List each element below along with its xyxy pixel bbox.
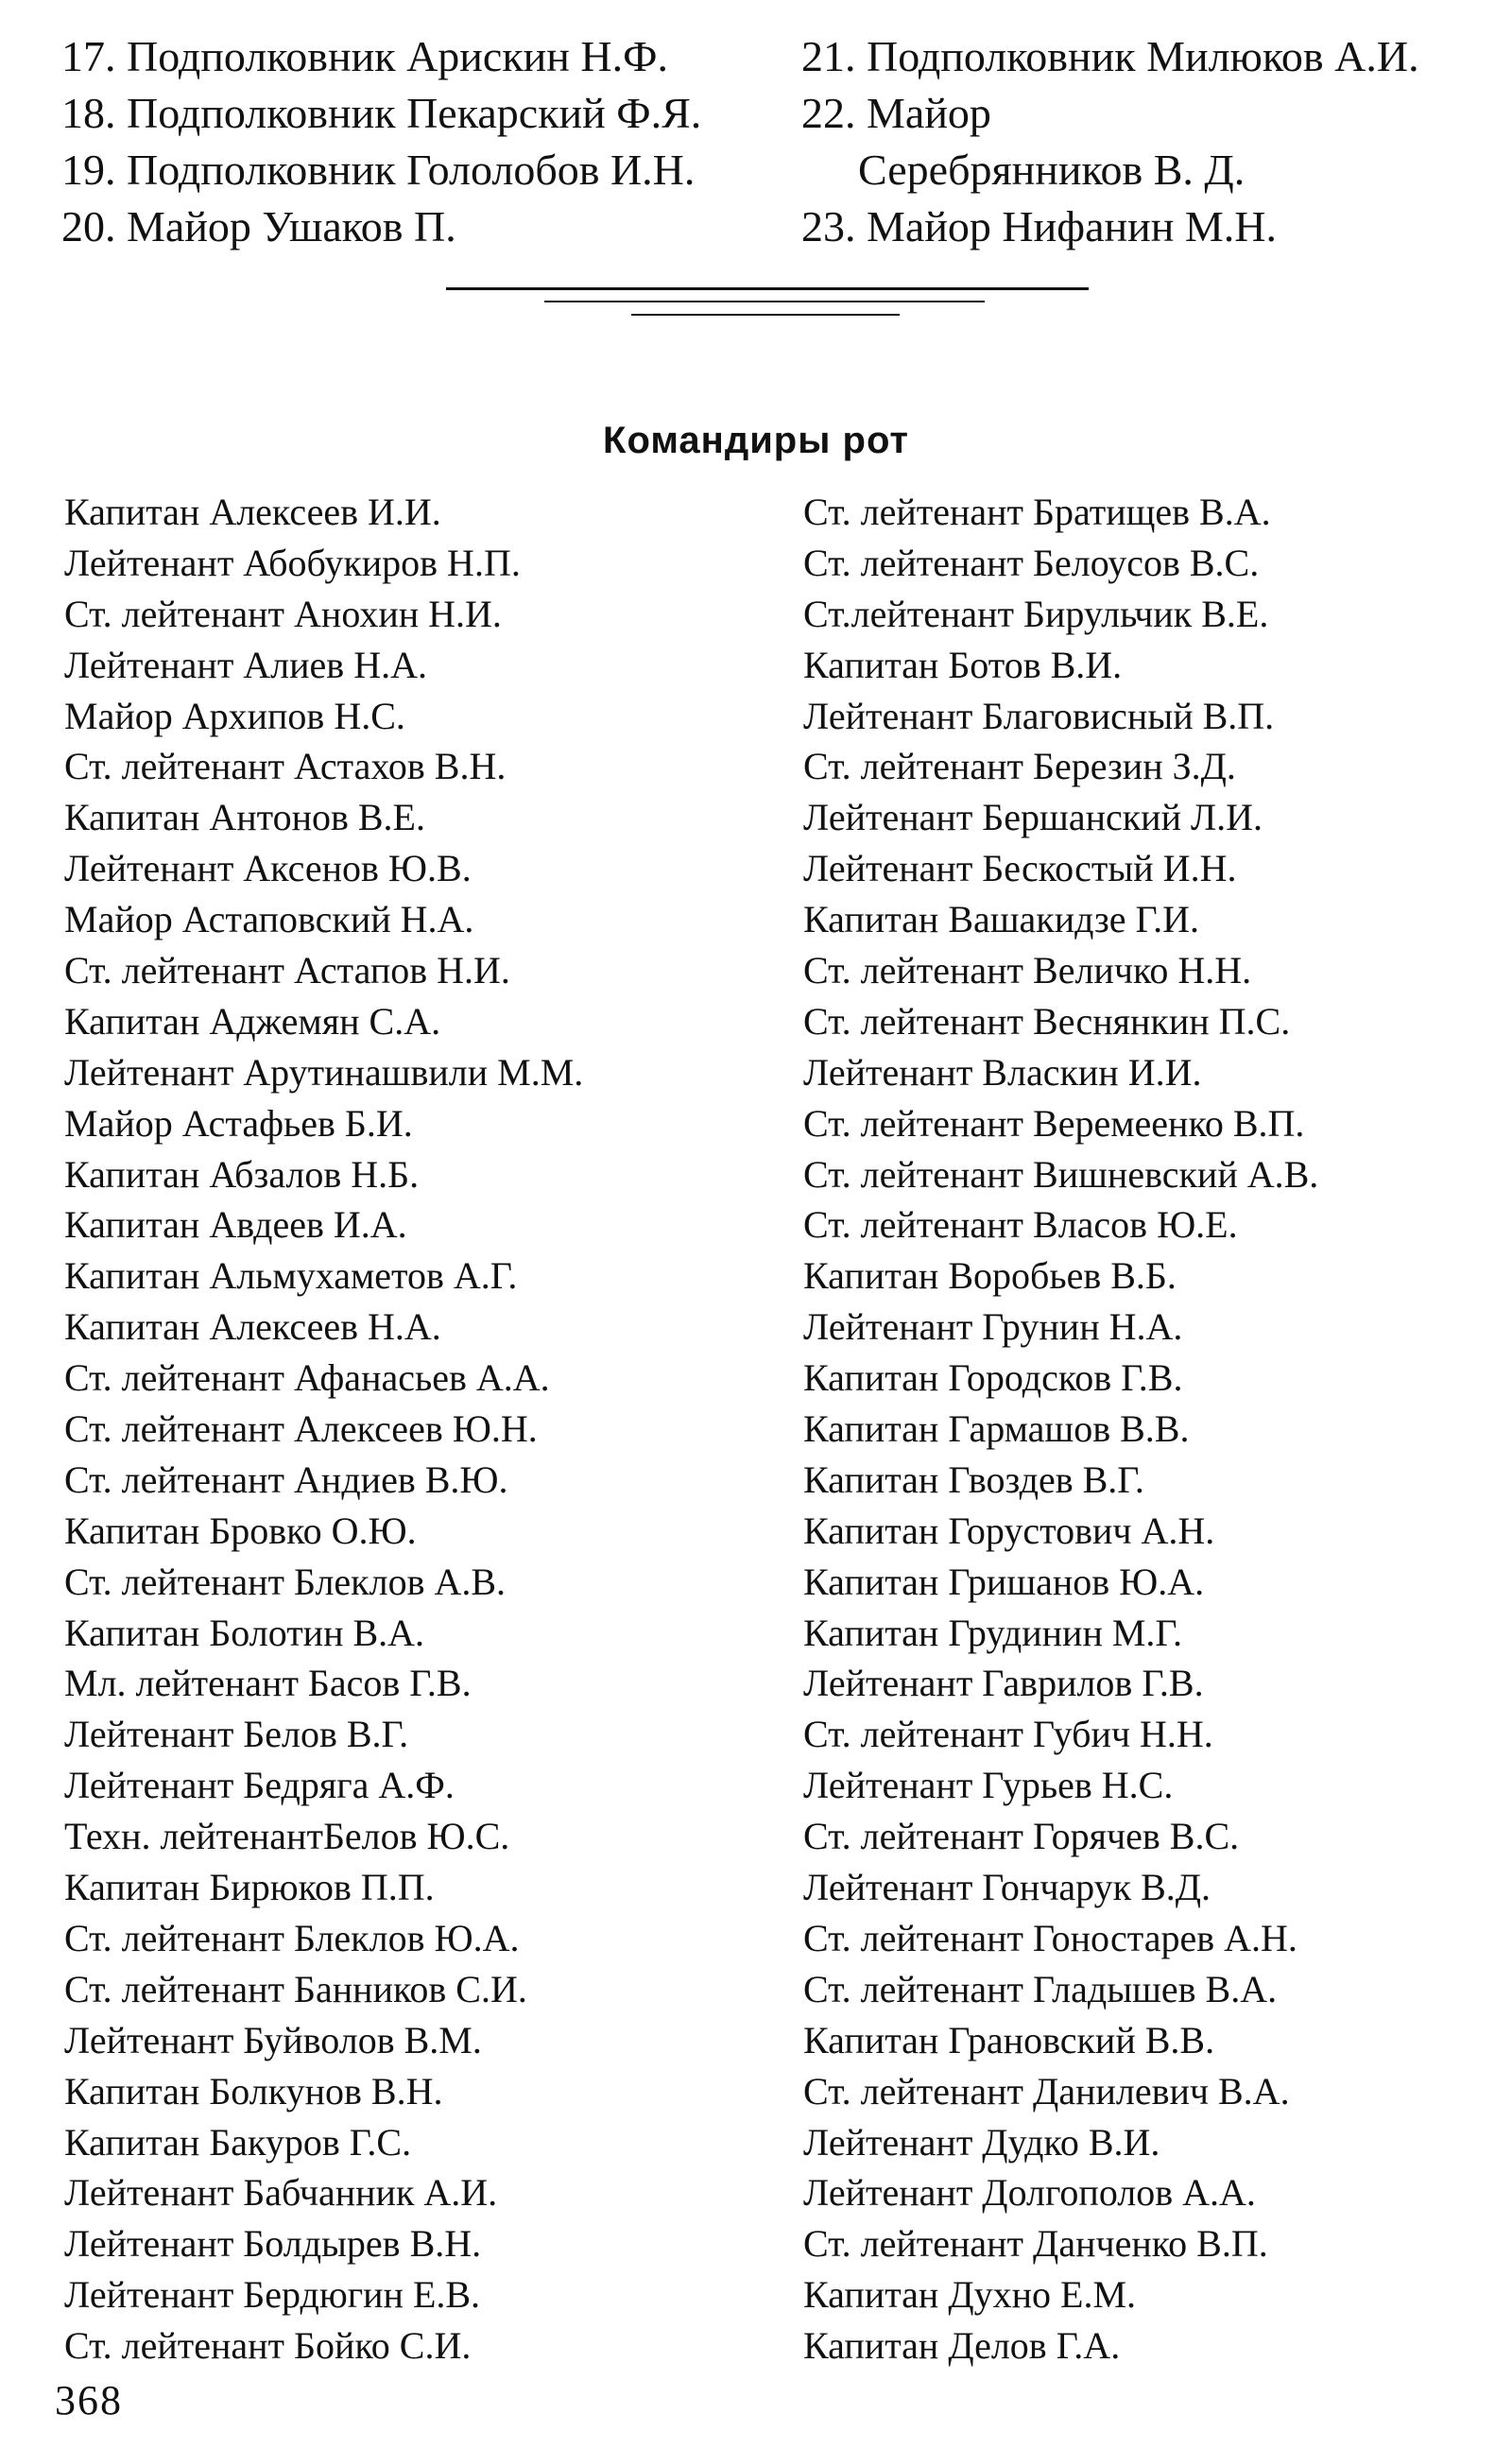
commander-entry: Капитан Абзалов Н.Б.: [64, 1152, 420, 1196]
commander-entry: Капитан Вашакидзе Г.И.: [803, 898, 1200, 941]
commander-entry: Ст. лейтенант Анохин Н.И.: [64, 592, 502, 635]
commander-entry: Майор Астафьев Б.И.: [64, 1101, 413, 1145]
commander-entry: Ст. лейтенант Власов Ю.Е.: [803, 1203, 1238, 1247]
commander-entry: Ст. лейтенант Блеклов А.В.: [64, 1560, 507, 1603]
commander-entry: Ст. лейтенант Белоусов В.С.: [803, 541, 1260, 584]
commander-entry: Ст. лейтенант Банников С.И.: [64, 1967, 527, 2010]
commander-entry: Ст. лейтенант Андиев В.Ю.: [64, 1457, 508, 1501]
commander-entry: Лейтенант Дудко В.И.: [803, 2120, 1160, 2164]
commander-entry: Капитан Алексеев Н.А.: [64, 1305, 441, 1349]
commander-entry: Ст. лейтенант Братищев В.А.: [803, 491, 1271, 533]
commander-entry: Лейтенант Гончарук В.Д.: [803, 1866, 1211, 1909]
commander-entry: Ст. лейтенант Губич Н.Н.: [803, 1713, 1213, 1756]
commanders-list-right-column: [803, 487, 1318, 2371]
officer-entry-continuation: Серебрянников В. Д.: [858, 146, 1246, 194]
commander-entry: Ст. лейтенант Березин З.Д.: [803, 745, 1236, 788]
commander-entry: Капитан Антонов В.Е.: [64, 796, 425, 839]
commander-entry: Капитан Делов Г.А.: [803, 2324, 1121, 2368]
commander-entry: Лейтенант Бершанский Л.И.: [803, 796, 1263, 839]
commander-entry: Капитан Грудинин М.Г.: [803, 1611, 1183, 1654]
commander-entry: Лейтенант Бескостый И.Н.: [803, 847, 1237, 890]
commander-entry: Ст. лейтенант Бойко С.И.: [64, 2324, 472, 2368]
commander-entry: Лейтенант Долгополов А.А.: [803, 2171, 1256, 2215]
commander-entry: Лейтенант Гурьев Н.С.: [803, 1764, 1174, 1807]
divider-rule-long: [446, 287, 1089, 290]
commander-entry: Ст. лейтенант Блеклов Ю.А.: [64, 1916, 520, 1959]
section-divider: [0, 280, 1512, 327]
commander-entry: Майор Архипов Н.С.: [64, 694, 405, 737]
commander-entry: Лейтенант Гаврилов Г.В.: [803, 1662, 1204, 1705]
commander-entry: Капитан Авдеев И.А.: [64, 1203, 407, 1247]
officer-entry: 22. Майор: [801, 89, 991, 137]
commander-entry: Ст. лейтенант Вишневский А.В.: [803, 1152, 1319, 1196]
divider-rule-short: [631, 314, 900, 316]
page-number: 368: [55, 2377, 123, 2423]
divider-rule-medium: [544, 301, 985, 302]
officers-list-right-column: [801, 28, 1419, 255]
commander-entry: Капитан Гришанов Ю.А.: [803, 1560, 1205, 1603]
commander-entry: Майор Астаповский Н.А.: [64, 898, 474, 941]
commander-entry: Капитан Городсков Г.В.: [803, 1356, 1183, 1400]
commander-entry: Лейтенант Бабчанник А.И.: [64, 2171, 498, 2215]
officers-list-continued: [0, 28, 1512, 265]
officer-entry: 18. Подполковник Пекарский Ф.Я.: [61, 89, 702, 137]
commander-entry: Техн. лейтенантБелов Ю.С.: [64, 1815, 510, 1858]
commander-entry: Лейтенант Абобукиров Н.П.: [64, 541, 521, 584]
commander-entry: Лейтенант Бедряга А.Ф.: [64, 1764, 455, 1807]
commander-entry: Ст. лейтенант Афанасьев А.А.: [64, 1356, 550, 1400]
commander-entry: Лейтенант Алиев Н.А.: [64, 643, 427, 686]
commander-entry: Лейтенант Белов В.Г.: [64, 1713, 409, 1756]
commander-entry: Капитан Бровко О.Ю.: [64, 1509, 417, 1552]
commander-entry: Ст. лейтенант Данилевич В.А.: [803, 2069, 1290, 2113]
commander-entry: Лейтенант Власкин И.И.: [803, 1050, 1202, 1094]
commander-entry: Капитан Грановский В.В.: [803, 2018, 1215, 2061]
commander-entry: Капитан Гармашов В.В.: [803, 1407, 1190, 1451]
commander-entry: Ст. лейтенант Горячев В.С.: [803, 1815, 1240, 1858]
commander-entry: Ст. лейтенант Гладышев В.А.: [803, 1967, 1278, 2010]
commander-entry: Ст. лейтенант Данченко В.П.: [803, 2222, 1268, 2266]
commander-entry: Лейтенант Благовисный В.П.: [803, 694, 1275, 737]
officers-list-left-column: [61, 28, 701, 255]
commanders-list-left-column: [64, 487, 583, 2371]
commander-entry: Капитан Бакуров Г.С.: [64, 2120, 412, 2164]
officer-entry: 19. Подполковник Гололобов И.Н.: [61, 146, 696, 194]
commander-entry: Капитан Гвоздев В.Г.: [803, 1457, 1144, 1501]
commander-entry: Лейтенант Аксенов Ю.В.: [64, 847, 472, 890]
officer-entry: 23. Майор Нифанин М.Н.: [801, 202, 1277, 250]
commander-entry: Лейтенант Болдырев В.Н.: [64, 2222, 482, 2266]
commander-entry: Капитан Воробьев В.Б.: [803, 1254, 1177, 1298]
commander-entry: Ст. лейтенант Астапов Н.И.: [64, 949, 510, 992]
officer-entry: 17. Подполковник Арискин Н.Ф.: [61, 32, 668, 80]
commander-entry: Лейтенант Буйволов В.М.: [64, 2018, 482, 2061]
officer-entry: 20. Майор Ушаков П.: [61, 202, 456, 250]
commander-entry: Мл. лейтенант Басов Г.В.: [64, 1662, 472, 1705]
commander-entry: Лейтенант Грунин Н.А.: [803, 1305, 1183, 1349]
commander-entry: Ст. лейтенант Веснянкин П.С.: [803, 999, 1291, 1043]
commander-entry: Капитан Алексеев И.И.: [64, 491, 441, 533]
section-heading: Командиры рот: [603, 420, 909, 461]
commander-entry: Ст. лейтенант Астахов В.Н.: [64, 745, 507, 788]
commander-entry: Ст. лейтенант Гоностарев А.Н.: [803, 1916, 1297, 1959]
commander-entry: Капитан Болкунов В.Н.: [64, 2069, 443, 2113]
commander-entry: Капитан Аджемян С.А.: [64, 999, 441, 1043]
officer-entry: 21. Подполковник Милюков А.И.: [801, 32, 1419, 80]
commander-entry: Ст. лейтенант Веремеенко В.П.: [803, 1101, 1305, 1145]
commander-entry: Ст.лейтенант Бирульчик В.Е.: [803, 592, 1269, 635]
commander-entry: Ст. лейтенант Величко Н.Н.: [803, 949, 1252, 992]
commander-entry: Капитан Ботов В.И.: [803, 643, 1123, 686]
commander-entry: Лейтенант Бердюгин Е.В.: [64, 2273, 481, 2317]
commander-entry: Капитан Духно Е.М.: [803, 2273, 1137, 2317]
commander-entry: Капитан Болотин В.А.: [64, 1611, 425, 1654]
commander-entry: Капитан Альмухаметов А.Г.: [64, 1254, 518, 1298]
commander-entry: Ст. лейтенант Алексеев Ю.Н.: [64, 1407, 538, 1451]
commander-entry: Капитан Горустович А.Н.: [803, 1509, 1215, 1552]
commander-entry: Капитан Бирюков П.П.: [64, 1866, 435, 1909]
commander-entry: Лейтенант Арутинашвили М.М.: [64, 1050, 584, 1094]
